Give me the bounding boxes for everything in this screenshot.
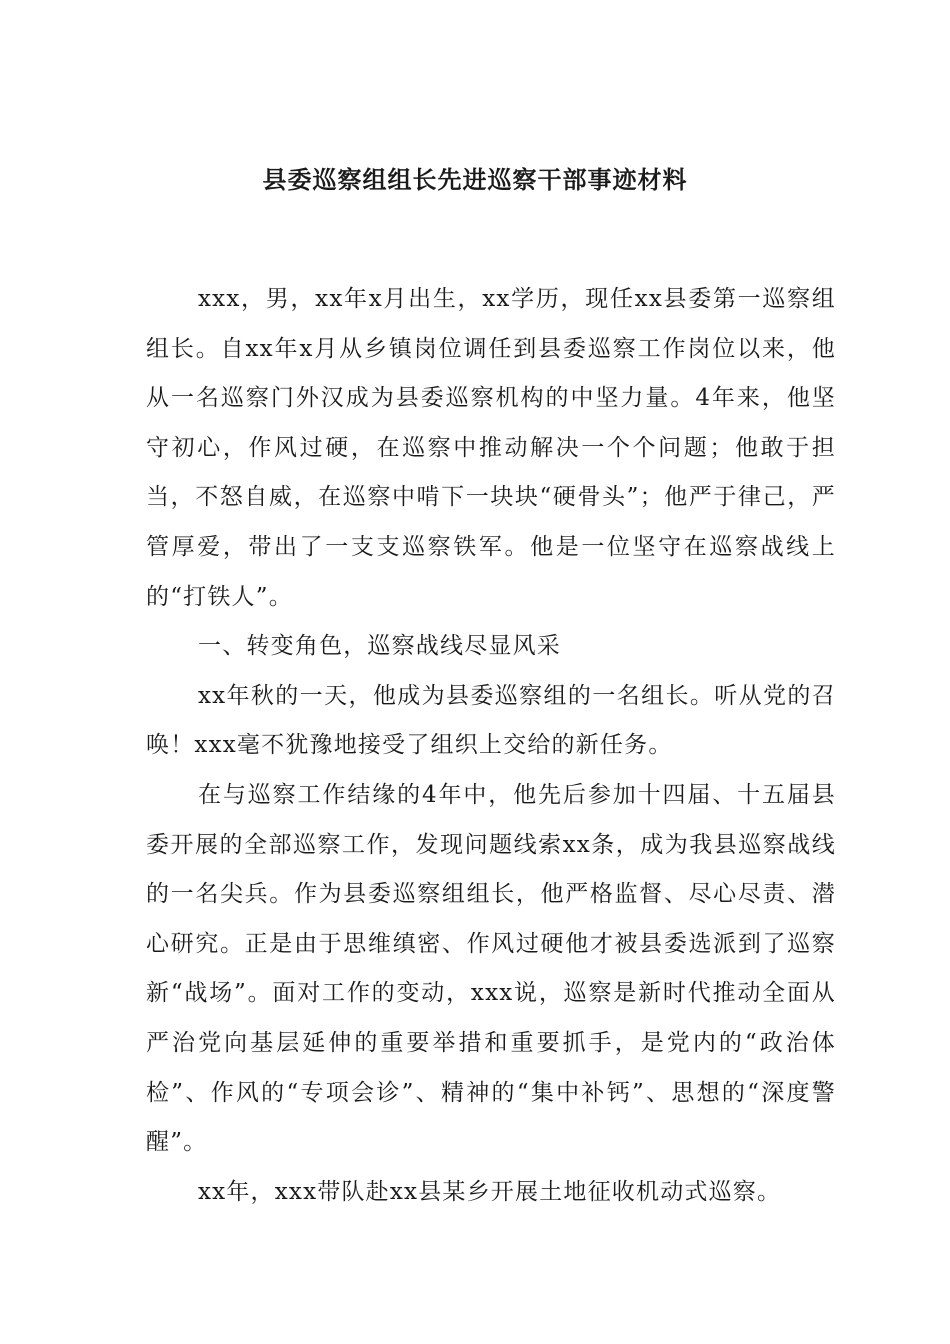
paragraph-four-years: 在与巡察工作结缘的4年中，他先后参加十四届、十五届县委开展的全部巡察工作，发现问题线索xx条，成为我县巡察战线的一名尖兵。作为县委巡察组组长，他严格监督、尽心尽责、潜心研究。正是由于思维缜密、作风过硬他才被县委选派到了巡察新“战场”。面对工作的变动，xxx说，巡察是新时代推动全面从严治党向基层延伸的重要举措和重要抓手，是党内的“政治体检”、作风的“专项会诊”、精神的“集中补钙”、思想的“深度警醒”。 [146, 781, 836, 1156]
document-title: 县委巡察组组长先进巡察干部事迹材料 [262, 165, 688, 194]
section-heading: 一、转变角色，巡察战线尽显风采 [198, 633, 561, 660]
paragraph-inspection: xx年，xxx带队赴xx县某乡开展土地征收机动式巡察。 [198, 1178, 782, 1205]
paragraph-intro: xxx，男，xx年x月出生，xx学历，现任xx县委第一巡察组组长。自xx年x月从乡镇岗位调任到县委巡察工作岗位以来，他从一名巡察门外汉成为县委巡察机构的中坚力量。4年来，他坚守初心，作风过硬，在巡察中推动解决一个个问题；他敢于担当，不怒自威，在巡察中啃下一块块“硬骨头”；他严于律己，严管厚爱，带出了一支支巡察铁军。他是一位坚守在巡察战线上的“打铁人”。 [146, 286, 836, 610]
paragraph-autumn: xx年秋的一天，他成为县委巡察组的一名组长。听从党的召唤！xxx毫不犹豫地接受了组织上交给的新任务。 [146, 682, 836, 759]
document-body [146, 275, 836, 1217]
